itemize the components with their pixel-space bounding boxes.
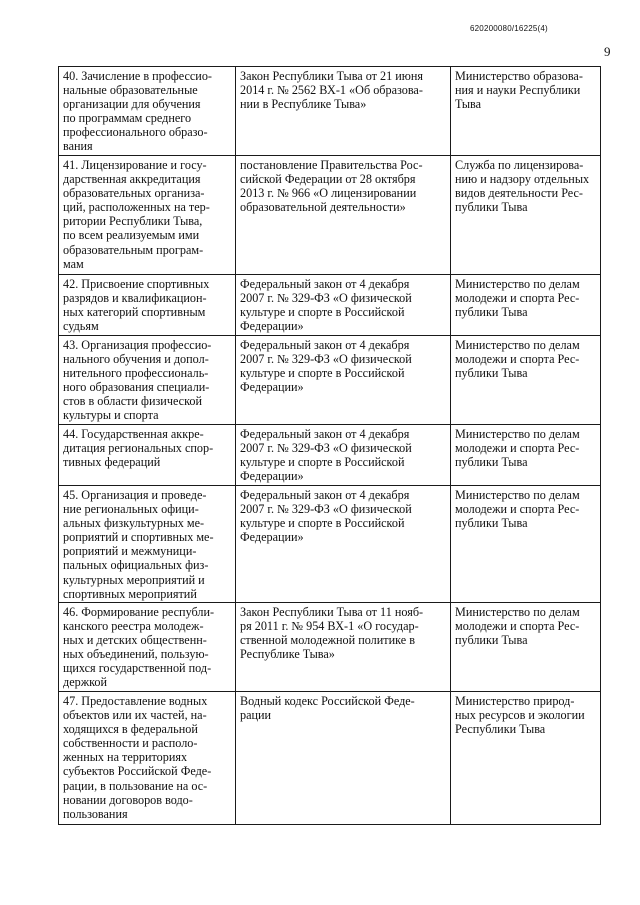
law-cell bbox=[236, 67, 451, 156]
service-cell bbox=[59, 603, 236, 692]
service-line: образовательных организа- bbox=[63, 186, 205, 201]
law-cell bbox=[236, 275, 451, 336]
authority-cell bbox=[451, 336, 601, 425]
service-line: судьям bbox=[63, 319, 99, 334]
service-line: новании договоров водо- bbox=[63, 792, 193, 807]
service-line: образовательным програм- bbox=[63, 242, 204, 257]
law-line: Водный кодекс Российской Феде- bbox=[240, 694, 415, 708]
authority-line: Министерство по делам bbox=[455, 338, 580, 352]
service-cell bbox=[59, 425, 236, 486]
service-line: 46. Формирование республи- bbox=[63, 605, 215, 619]
law-line: 2007 г. № 329-ФЗ «О физической bbox=[240, 502, 412, 517]
service-line: рации, в пользование на ос- bbox=[63, 778, 208, 793]
service-line: ного образования специали- bbox=[63, 380, 210, 395]
service-cell bbox=[59, 67, 236, 156]
law-line: культуре и спорте в Российской bbox=[240, 455, 405, 470]
law-line: культуре и спорте в Российской bbox=[240, 366, 405, 381]
services-table bbox=[58, 66, 601, 825]
law-cell bbox=[236, 603, 451, 692]
page-number: 9 bbox=[604, 44, 611, 59]
authority-cell bbox=[451, 425, 601, 486]
law-cell bbox=[236, 425, 451, 486]
law-line: Федеральный закон от 4 декабря bbox=[240, 427, 410, 441]
service-line: женных на территориях bbox=[63, 750, 188, 765]
authority-line: Министерство по делам bbox=[455, 277, 580, 291]
service-cell bbox=[59, 275, 236, 336]
authority-cell bbox=[451, 486, 601, 603]
service-line: 43. Организация профессио- bbox=[63, 338, 212, 352]
authority-line: молодежи и спорта Рес- bbox=[455, 291, 580, 306]
service-line: субъектов Российской Феде- bbox=[63, 764, 212, 779]
service-cell bbox=[59, 692, 236, 825]
law-line: Федеральный закон от 4 декабря bbox=[240, 488, 410, 502]
authority-line: публики Тыва bbox=[455, 200, 528, 215]
authority-line: публики Тыва bbox=[455, 633, 528, 648]
service-line: ных категорий спортивным bbox=[63, 305, 206, 320]
document-code: 620200080/16225(4) bbox=[470, 24, 548, 33]
service-line: объектов или их частей, на- bbox=[63, 708, 207, 723]
service-line: по всем реализуемым ими bbox=[63, 228, 200, 243]
service-line: организации для обучения bbox=[63, 97, 201, 112]
authority-cell bbox=[451, 603, 601, 692]
service-line: культурных мероприятий и bbox=[63, 572, 205, 587]
authority-line: публики Тыва bbox=[455, 516, 528, 531]
law-line: Закон Республики Тыва от 11 нояб- bbox=[240, 605, 424, 619]
service-line: ных и детских общественн- bbox=[63, 633, 207, 648]
service-line: пальных официальных физ- bbox=[63, 558, 209, 573]
authority-line: Служба по лицензирова- bbox=[455, 158, 584, 172]
service-line: канского реестра молодеж- bbox=[63, 619, 204, 634]
service-line: альных физкультурных ме- bbox=[63, 516, 205, 531]
law-line: нии в Республике Тыва» bbox=[240, 97, 367, 112]
table-row bbox=[59, 692, 601, 825]
service-line: культуры и спорта bbox=[63, 408, 159, 423]
service-line: держкой bbox=[63, 675, 108, 690]
authority-line: Тыва bbox=[455, 97, 482, 112]
service-line: 45. Организация и проведе- bbox=[63, 488, 207, 502]
authority-cell bbox=[451, 67, 601, 156]
authority-line: публики Тыва bbox=[455, 305, 528, 320]
law-cell bbox=[236, 336, 451, 425]
law-line: 2007 г. № 329-ФЗ «О физической bbox=[240, 441, 412, 456]
services-table-body bbox=[59, 67, 601, 825]
authority-line: молодежи и спорта Рес- bbox=[455, 619, 580, 634]
authority-line: молодежи и спорта Рес- bbox=[455, 352, 580, 367]
service-line: разрядов и квалификацион- bbox=[63, 291, 207, 306]
law-line: 2014 г. № 2562 ВХ-1 «Об образова- bbox=[240, 83, 423, 98]
law-line: Федеральный закон от 4 декабря bbox=[240, 338, 410, 352]
authority-line: публики Тыва bbox=[455, 366, 528, 381]
law-line: культуре и спорте в Российской bbox=[240, 516, 405, 531]
service-line: ций, расположенных на тер- bbox=[63, 200, 210, 215]
service-line: 40. Зачисление в профессио- bbox=[63, 69, 212, 83]
service-line: стов в области физической bbox=[63, 394, 202, 409]
service-cell bbox=[59, 336, 236, 425]
service-line: 47. Предоставление водных bbox=[63, 694, 208, 708]
service-line: ритории Республики Тыва, bbox=[63, 214, 203, 229]
law-line: 2007 г. № 329-ФЗ «О физической bbox=[240, 352, 412, 367]
law-cell bbox=[236, 692, 451, 825]
service-line: роприятий и межмуници- bbox=[63, 544, 197, 559]
service-line: нального обучения и допол- bbox=[63, 352, 209, 367]
service-line: вания bbox=[63, 139, 93, 154]
service-line: нительного профессиональ- bbox=[63, 366, 209, 381]
authority-line: Республики Тыва bbox=[455, 722, 546, 737]
service-line: 44. Государственная аккре- bbox=[63, 427, 204, 441]
authority-line: ных ресурсов и экологии bbox=[455, 708, 585, 723]
service-line: профессионального образо- bbox=[63, 125, 208, 140]
authority-line: Министерство по делам bbox=[455, 605, 580, 619]
table-row bbox=[59, 275, 601, 336]
law-line: ственной молодежной политике в bbox=[240, 633, 415, 648]
authority-cell bbox=[451, 275, 601, 336]
authority-line: ния и науки Республики bbox=[455, 83, 581, 98]
law-line: 2013 г. № 966 «О лицензировании bbox=[240, 186, 417, 201]
authority-line: Министерство образова- bbox=[455, 69, 583, 83]
authority-line: молодежи и спорта Рес- bbox=[455, 502, 580, 517]
table-row bbox=[59, 156, 601, 275]
service-line: мам bbox=[63, 256, 84, 271]
service-line: 41. Лицензирование и госу- bbox=[63, 158, 207, 172]
law-line: Федеральный закон от 4 декабря bbox=[240, 277, 410, 291]
law-cell bbox=[236, 156, 451, 275]
service-cell bbox=[59, 486, 236, 603]
table-row bbox=[59, 336, 601, 425]
law-line: Федерации» bbox=[240, 380, 304, 395]
service-line: 42. Присвоение спортивных bbox=[63, 277, 210, 291]
law-line: Республике Тыва» bbox=[240, 647, 335, 662]
table-row bbox=[59, 67, 601, 156]
service-line: ных объединений, пользую- bbox=[63, 647, 209, 662]
authority-cell bbox=[451, 692, 601, 825]
law-cell bbox=[236, 486, 451, 603]
service-line: дарственная аккредитация bbox=[63, 172, 201, 187]
authority-cell bbox=[451, 156, 601, 275]
service-line: ние региональных офици- bbox=[63, 502, 199, 517]
authority-line: молодежи и спорта Рес- bbox=[455, 441, 580, 456]
law-line: постановление Правительства Рос- bbox=[240, 158, 423, 172]
service-line: нальные образовательные bbox=[63, 83, 198, 98]
authority-line: Министерство природ- bbox=[455, 694, 575, 708]
service-line: дитация региональных спор- bbox=[63, 441, 214, 456]
authority-line: Министерство по делам bbox=[455, 427, 580, 441]
service-cell bbox=[59, 156, 236, 275]
authority-line: публики Тыва bbox=[455, 455, 528, 470]
law-line: Федерации» bbox=[240, 469, 304, 484]
service-line: по программам среднего bbox=[63, 111, 192, 126]
authority-line: нию и надзору отдельных bbox=[455, 172, 590, 187]
service-line: роприятий и спортивных ме- bbox=[63, 530, 214, 545]
law-line: Федерации» bbox=[240, 530, 304, 545]
table-row bbox=[59, 603, 601, 692]
authority-line: видов деятельности Рес- bbox=[455, 186, 583, 201]
law-line: рации bbox=[240, 708, 272, 723]
authority-line: Министерство по делам bbox=[455, 488, 580, 502]
law-line: Закон Республики Тыва от 21 июня bbox=[240, 69, 424, 83]
law-line: культуре и спорте в Российской bbox=[240, 305, 405, 320]
law-line: образовательной деятельности» bbox=[240, 200, 406, 215]
service-line: пользования bbox=[63, 806, 128, 821]
service-line: спортивных мероприятий bbox=[63, 586, 197, 601]
service-line: ходящихся в федеральной bbox=[63, 722, 198, 737]
law-line: Федерации» bbox=[240, 319, 304, 334]
service-line: щихся государственной под- bbox=[63, 661, 212, 676]
table-row bbox=[59, 425, 601, 486]
service-line: собственности и располо- bbox=[63, 736, 198, 751]
service-line: тивных федераций bbox=[63, 455, 161, 470]
law-line: ря 2011 г. № 954 ВХ-1 «О государ- bbox=[240, 619, 419, 634]
law-line: 2007 г. № 329-ФЗ «О физической bbox=[240, 291, 412, 306]
table-row bbox=[59, 486, 601, 603]
law-line: сийской Федерации от 28 октября bbox=[240, 172, 416, 187]
